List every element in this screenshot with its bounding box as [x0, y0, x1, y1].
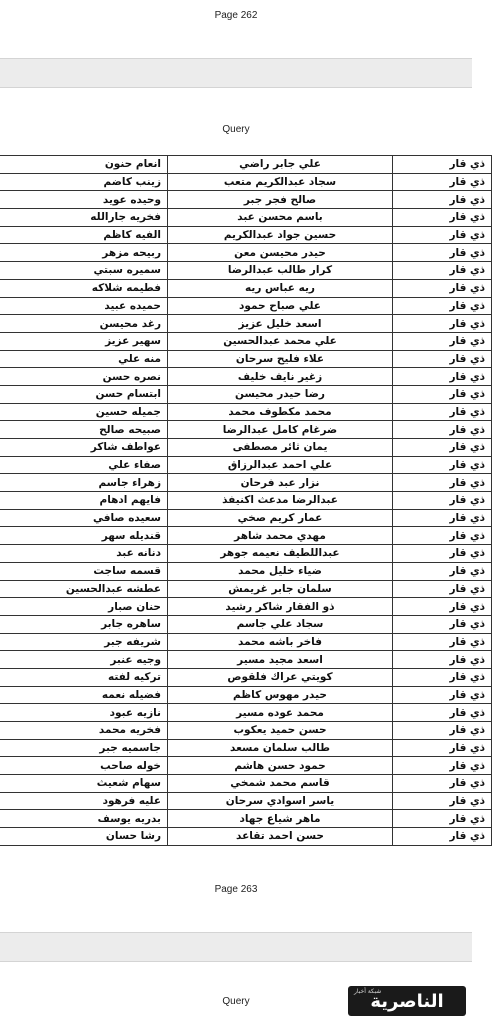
full-name-cell: علاء فليح سرحان [168, 350, 393, 368]
province-cell: ذي قار [393, 722, 492, 740]
full-name-cell: محمد عوده مسير [168, 704, 393, 722]
province-cell: ذي قار [393, 209, 492, 227]
table-row [0, 686, 492, 704]
full-name-cell: رضا حيدر محيسن [168, 385, 393, 403]
table-row [0, 209, 492, 227]
full-name-cell: عبدالرضا مدعث اكنيفذ [168, 492, 393, 510]
mother-name-cell: ساهره جابر [0, 615, 168, 633]
full-name-cell: علي احمد عبدالرزاق [168, 456, 393, 474]
mother-name-cell: الفيه كاظم [0, 226, 168, 244]
query-title-bottom: Query [222, 996, 250, 1007]
province-cell: ذي قار [393, 651, 492, 669]
mother-name-cell: عطشه عبدالحسين [0, 580, 168, 598]
table-row [0, 492, 492, 510]
province-cell: ذي قار [393, 775, 492, 793]
full-name-cell: قاسم محمد شمخي [168, 775, 393, 793]
full-name-cell: كرار طالب عبدالرضا [168, 262, 393, 280]
full-name-cell: علي جابر راضي [168, 156, 393, 174]
table-row [0, 156, 492, 174]
mother-name-cell: صبيحه صالح [0, 421, 168, 439]
full-name-cell: اسعد خليل عزيز [168, 315, 393, 333]
province-cell: ذي قار [393, 385, 492, 403]
full-name-cell: حسن حميد يعكوب [168, 722, 393, 740]
table-row [0, 368, 492, 386]
table-row [0, 173, 492, 191]
full-name-cell: ذو الفقار شاكر رشيد [168, 598, 393, 616]
table-row [0, 421, 492, 439]
province-cell: ذي قار [393, 615, 492, 633]
full-name-cell: حيدر مهوس كاظم [168, 686, 393, 704]
table-row [0, 562, 492, 580]
full-name-cell: مهدي محمد شاهر [168, 527, 393, 545]
full-name-cell: ضياء خليل محمد [168, 562, 393, 580]
table-row [0, 474, 492, 492]
table-row [0, 244, 492, 262]
province-cell: ذي قار [393, 279, 492, 297]
full-name-cell: حيدر محيسن معن [168, 244, 393, 262]
mother-name-cell: سهام شعيث [0, 775, 168, 793]
table-row [0, 385, 492, 403]
province-cell: ذي قار [393, 226, 492, 244]
page-gap-bottom [0, 932, 472, 962]
full-name-cell: فاخر باشه محمد [168, 633, 393, 651]
mother-name-cell: عواطف شاكر [0, 439, 168, 457]
mother-name-cell: وجيه عنبر [0, 651, 168, 669]
table-row [0, 279, 492, 297]
full-name-cell: عمار كريم صخي [168, 509, 393, 527]
full-name-cell: عبداللطيف نعيمه جوهر [168, 545, 393, 563]
mother-name-cell: قنديله سهر [0, 527, 168, 545]
full-name-cell: ياسر اسوادي سرحان [168, 792, 393, 810]
mother-name-cell: فضيله نعمه [0, 686, 168, 704]
page-header-bottom: Page 263 [214, 884, 258, 895]
mother-name-cell: فخريه جارالله [0, 209, 168, 227]
full-name-cell: سجاد عبدالكريم متعب [168, 173, 393, 191]
province-cell: ذي قار [393, 686, 492, 704]
table-row [0, 456, 492, 474]
mother-name-cell: شريفه جبر [0, 633, 168, 651]
mother-name-cell: وحيده عويد [0, 191, 168, 209]
province-cell: ذي قار [393, 580, 492, 598]
province-cell: ذي قار [393, 562, 492, 580]
province-cell: ذي قار [393, 792, 492, 810]
full-name-cell: علي محمد عبدالحسين [168, 332, 393, 350]
province-cell: ذي قار [393, 598, 492, 616]
full-name-cell: اسعد مجيد مسير [168, 651, 393, 669]
province-cell: ذي قار [393, 332, 492, 350]
mother-name-cell: دنانه عبد [0, 545, 168, 563]
full-name-cell: يمان ثائر مصطفى [168, 439, 393, 457]
mother-name-cell: فايهم ادهام [0, 492, 168, 510]
full-name-cell: سجاد علي جاسم [168, 615, 393, 633]
watermark-text: الناصرية [370, 990, 444, 1012]
mother-name-cell: صفاء علي [0, 456, 168, 474]
full-name-cell: سلمان جابر غريمش [168, 580, 393, 598]
mother-name-cell: ابتسام حسن [0, 385, 168, 403]
table-row [0, 598, 492, 616]
watermark-logo [348, 986, 466, 1016]
table-row [0, 226, 492, 244]
table-row [0, 191, 492, 209]
province-cell: ذي قار [393, 810, 492, 828]
province-cell: ذي قار [393, 403, 492, 421]
mother-name-cell: ربيحه مزهر [0, 244, 168, 262]
province-cell: ذي قار [393, 439, 492, 457]
mother-name-cell: سهير عزيز [0, 332, 168, 350]
mother-name-cell: عليه فرهود [0, 792, 168, 810]
mother-name-cell: بدريه يوسف [0, 810, 168, 828]
province-cell: ذي قار [393, 828, 492, 846]
province-cell: ذي قار [393, 456, 492, 474]
names-table-body [0, 156, 492, 846]
province-cell: ذي قار [393, 262, 492, 280]
province-cell: ذي قار [393, 173, 492, 191]
table-row [0, 633, 492, 651]
table-row [0, 262, 492, 280]
mother-name-cell: رغد محيسن [0, 315, 168, 333]
province-cell: ذي قار [393, 368, 492, 386]
full-name-cell: حمود حسن هاشم [168, 757, 393, 775]
full-name-cell: حسن احمد تقاعد [168, 828, 393, 846]
full-name-cell: ريه عباس ريه [168, 279, 393, 297]
full-name-cell: صالح فجر جبر [168, 191, 393, 209]
table-row [0, 739, 492, 757]
table-row [0, 403, 492, 421]
mother-name-cell: رشا حسان [0, 828, 168, 846]
full-name-cell: محمد مكطوف محمد [168, 403, 393, 421]
full-name-cell: طالب سلمان مسعد [168, 739, 393, 757]
table-row [0, 580, 492, 598]
province-cell: ذي قار [393, 315, 492, 333]
mother-name-cell: حنان صبار [0, 598, 168, 616]
full-name-cell: كويتي عراك فلقوص [168, 668, 393, 686]
province-cell: ذي قار [393, 244, 492, 262]
table-row [0, 315, 492, 333]
mother-name-cell: قسمه ساجت [0, 562, 168, 580]
province-cell: ذي قار [393, 757, 492, 775]
table-row [0, 668, 492, 686]
mother-name-cell: خوله صاحب [0, 757, 168, 775]
mother-name-cell: منه علي [0, 350, 168, 368]
mother-name-cell: حميده عبيد [0, 297, 168, 315]
province-cell: ذي قار [393, 545, 492, 563]
mother-name-cell: زينب كاضم [0, 173, 168, 191]
mother-name-cell: فخريه محمد [0, 722, 168, 740]
mother-name-cell: نازيه عبود [0, 704, 168, 722]
page-gap-top [0, 58, 472, 88]
province-cell: ذي قار [393, 739, 492, 757]
province-cell: ذي قار [393, 668, 492, 686]
names-table [0, 155, 492, 846]
mother-name-cell: نصره حسن [0, 368, 168, 386]
province-cell: ذي قار [393, 492, 492, 510]
full-name-cell: ضرغام كامل عبدالرضا [168, 421, 393, 439]
full-name-cell: ماهر شياع جهاد [168, 810, 393, 828]
province-cell: ذي قار [393, 421, 492, 439]
table-row [0, 775, 492, 793]
mother-name-cell: انعام حنون [0, 156, 168, 174]
table-row [0, 828, 492, 846]
table-row [0, 722, 492, 740]
mother-name-cell: زهراء جاسم [0, 474, 168, 492]
province-cell: ذي قار [393, 350, 492, 368]
mother-name-cell: جميله حسين [0, 403, 168, 421]
table-row [0, 439, 492, 457]
full-name-cell: حسين جواد عبدالكريم [168, 226, 393, 244]
province-cell: ذي قار [393, 509, 492, 527]
table-row [0, 350, 492, 368]
province-cell: ذي قار [393, 704, 492, 722]
table-row [0, 332, 492, 350]
mother-name-cell: سميره سبتي [0, 262, 168, 280]
full-name-cell: علي صباح حمود [168, 297, 393, 315]
full-name-cell: باسم محسن عبد [168, 209, 393, 227]
watermark-subtext: شبكة أخبار [354, 988, 382, 995]
mother-name-cell: سعيده صافي [0, 509, 168, 527]
table-row [0, 757, 492, 775]
full-name-cell: نزار عبد فرحان [168, 474, 393, 492]
table-row [0, 545, 492, 563]
table-row [0, 704, 492, 722]
query-title: Query [222, 124, 250, 135]
province-cell: ذي قار [393, 527, 492, 545]
table-row [0, 527, 492, 545]
table-row [0, 792, 492, 810]
table-row [0, 509, 492, 527]
table-row [0, 651, 492, 669]
mother-name-cell: جاسميه جبر [0, 739, 168, 757]
province-cell: ذي قار [393, 191, 492, 209]
page-header-top: Page 262 [214, 10, 258, 21]
province-cell: ذي قار [393, 297, 492, 315]
table-row [0, 297, 492, 315]
mother-name-cell: تركيه لفته [0, 668, 168, 686]
mother-name-cell: فطيمه شلاكه [0, 279, 168, 297]
full-name-cell: زغير نايف خليف [168, 368, 393, 386]
province-cell: ذي قار [393, 633, 492, 651]
table-row [0, 615, 492, 633]
province-cell: ذي قار [393, 474, 492, 492]
province-cell: ذي قار [393, 156, 492, 174]
table-row [0, 810, 492, 828]
